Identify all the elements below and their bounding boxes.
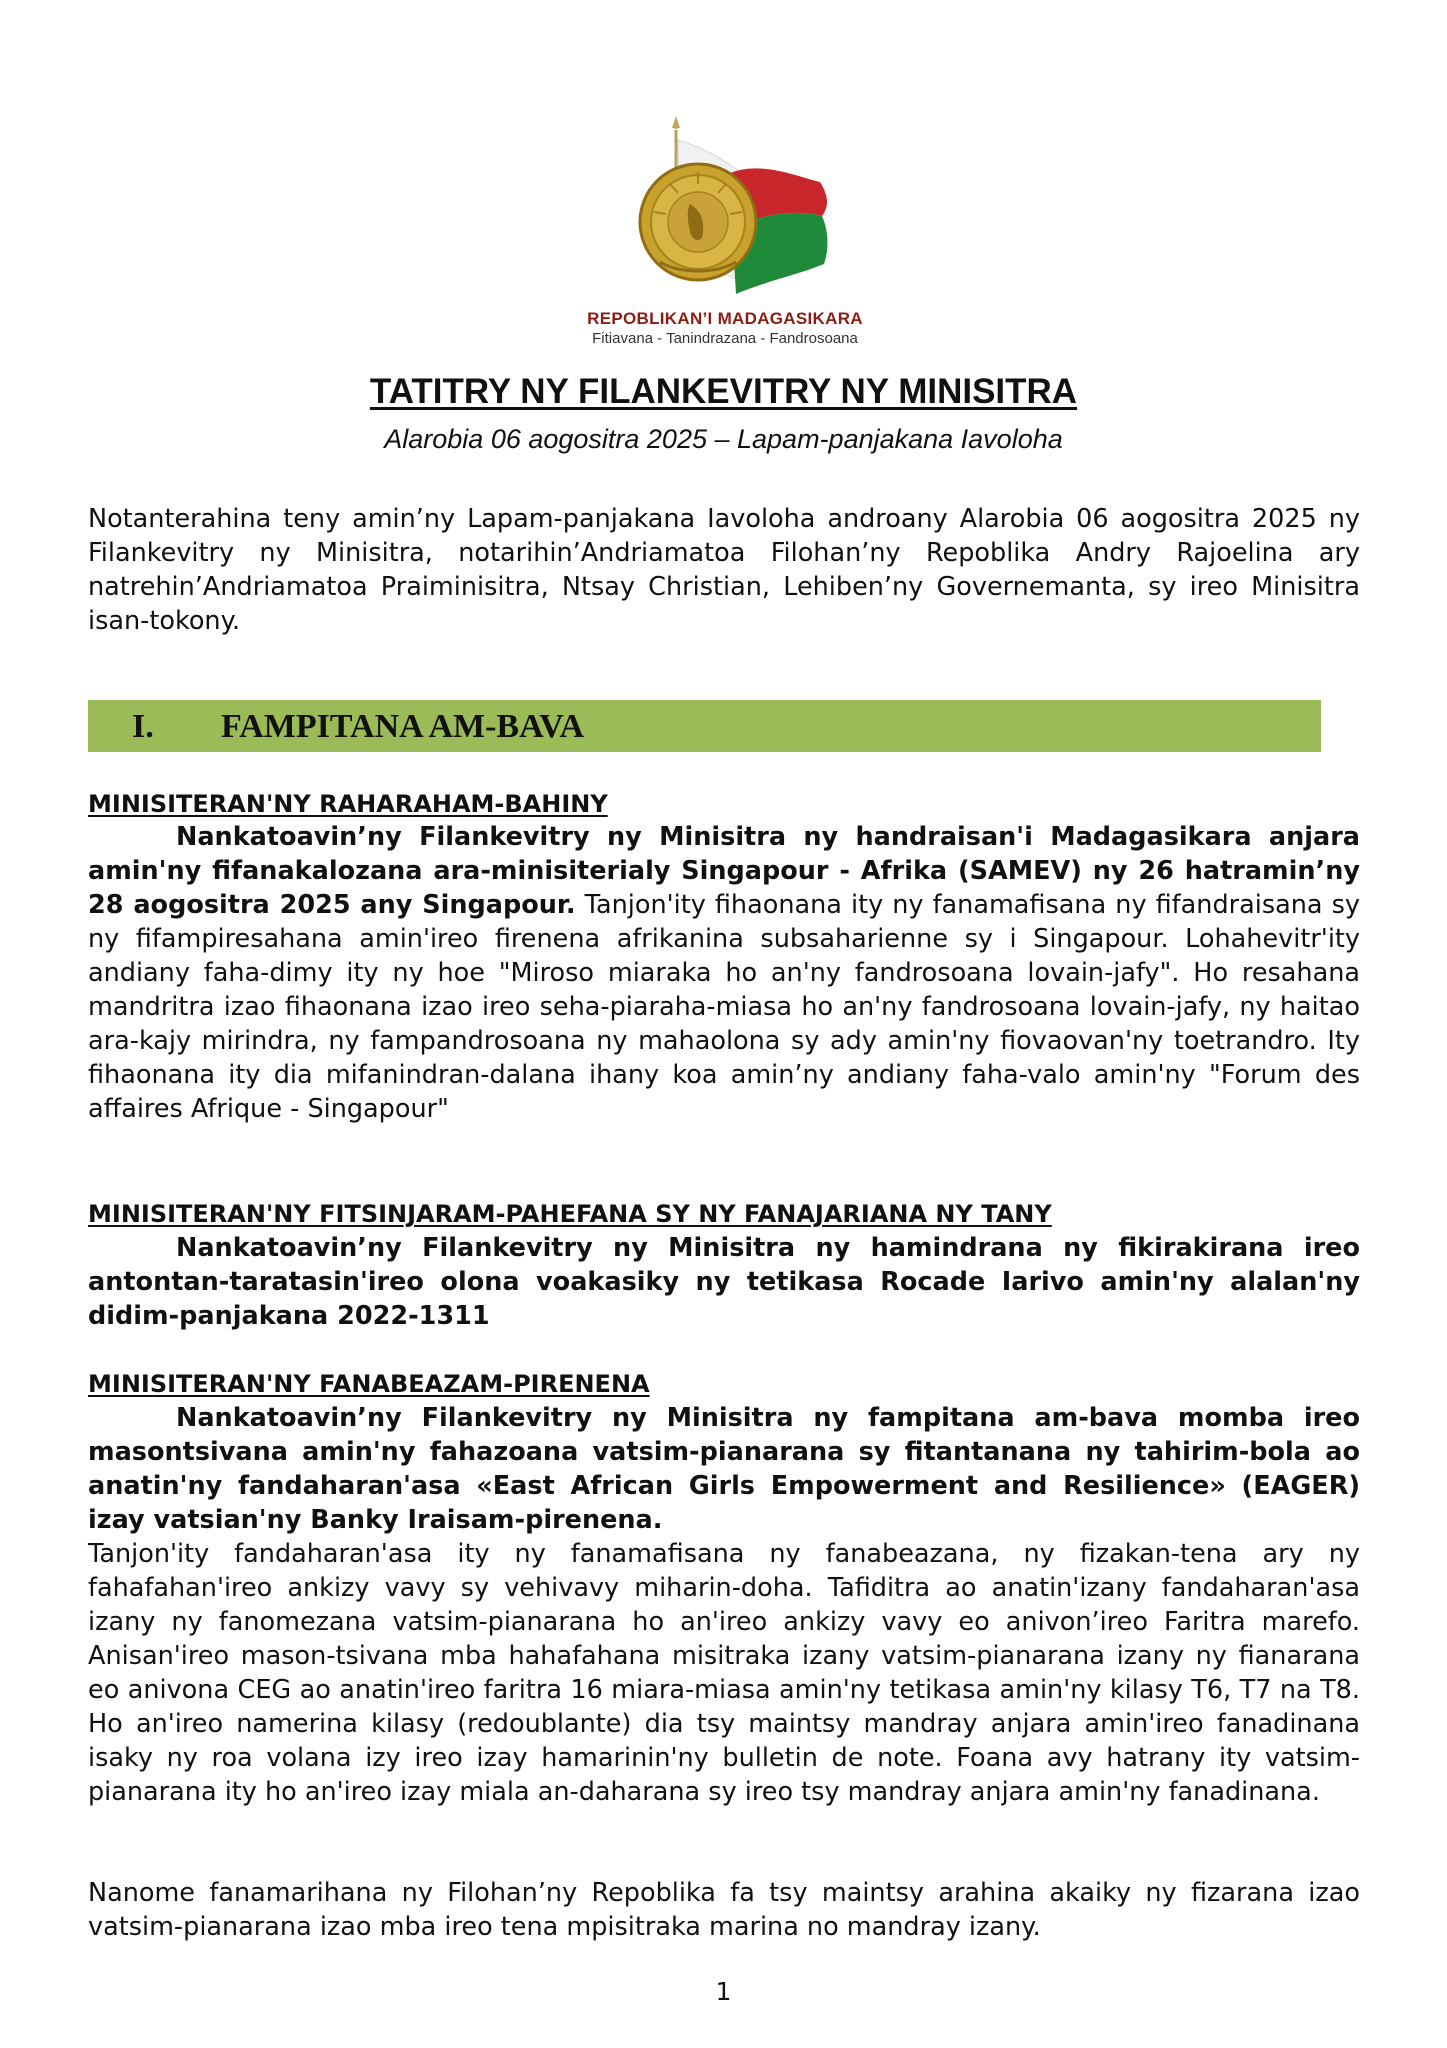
ministry-title: MINISITERAN'NY FITSINJARAM-PAHEFANA SY NY FANAJARIANA NY TANY <box>88 1200 1052 1228</box>
section-header <box>88 700 1321 752</box>
republic-name: REPOBLIKAN’I MADAGASIKARA <box>587 309 863 328</box>
republic-motto: Fitiavana - Tanindrazana - Fandrosoana <box>592 330 858 347</box>
madagascar-seal-flag-icon <box>610 112 840 322</box>
page-subtitle: Alarobia 06 aogositra 2025 – Lapam-panjakana Iavoloha <box>384 424 1063 454</box>
body-paragraph: Tanjon'ity fandaharan'asa ity ny fanamafisana ny fanabeazana, ny fizakan-tena ary ny fahafahan'ireo ankizy vavy sy vehivavy miharin-doha. Tafiditra ao anatin'izany fandaharan'asa izany ny fanomezana vatsim-pianarana ho an'ireo ankizy vavy eo anivon’ireo Faritra marefo. Anisan'ireo mason-tsivana mba hahafahana misitraka izany vatsim-pianarana izany ny fianarana eo anivona CEG ao anatin'ireo faritra 16 miara-miasa amin'ny tetikasa amin'ny kilasy T6, T7 na T8. Ho an'ireo namerina kilasy (redoublante) dia tsy maintsy mandray anjara amin'ireo fanadinana isaky ny roa volana izy ireo izay hamarinin'ny bulletin de note. Foana avy hatrany ity vatsim-pianarana ity ho an'ireo izay miala an-daharana sy ireo tsy mandray anjara amin'ny fanadinana. <box>88 1539 1360 1807</box>
section-number: I. <box>132 708 154 745</box>
page-number: 1 <box>715 1977 732 2006</box>
ministry-title: MINISITERAN'NY RAHARAHAM-BAHINY <box>88 790 608 818</box>
intro-paragraph: Notanterahina teny amin’ny Lapam-panjakana Iavoloha androany Alarobia 06 aogositra 2025 ny Filankevitry ny Minisitra, notarihin’Andriamatoa Filohan’ny Repoblika Andry Rajoelina ary natrehin’Andriamatoa Praiminisitra, Ntsay Christian, Lehiben’ny Governemanta, sy ireo Minisitra isan-tokony. <box>88 504 1360 636</box>
section-title: FAMPITANA AM-BAVA <box>221 708 584 745</box>
decision-lead: Nankatoavin’ny Filankevitry ny Minisitra ny handraisan'i Madagasikara anjara amin'ny fifanakalozana ara-minisiterialy Singapour - Afrika (SAMEV) ny 26 hatramin’ny 28 aogositra 2025 any Singapour. <box>88 822 1360 920</box>
decision-body: Tanjon'ity fihaonana ity ny fanamafisana ny fifandraisana sy ny fifampiresahana amin'ireo firenena afrikanina subsaharienne sy i Singapour. Lohahevitr'ity andiany faha-dimy ity ny hoe "Miroso miaraka ho an'ny fandrosoana lovain-jafy". Ho resahana mandritra izao fihaonana izao ireo seha-piaraha-miasa ho an'ny fandrosoana lovain-jafy, ny haitao ara-kajy mirindra, ny fampandrosoana ny mahaolona sy ady amin'ny fiovaovan'ny toetrandro. Ity fihaonana ity dia mifanindran-dalana ihany koa amin’ny andiany faha-valo amin'ny "Forum des affaires Afrique - Singapour" <box>88 890 1360 1124</box>
page-title: TATITRY NY FILANKEVITRY NY MINISITRA <box>369 372 1078 411</box>
ministry-paragraph <box>88 1231 1360 1333</box>
ministry-paragraph <box>88 820 1360 1126</box>
ministry-paragraph <box>88 1401 1360 1537</box>
decision-lead: Nankatoavin’ny Filankevitry ny Minisitra ny hamindrana ny fikirakirana ireo antontan-taratasin'ireo olona voakasiky ny tetikasa Rocade Iarivo amin'ny alalan'ny didim-panjakana 2022-1311 <box>88 1233 1360 1331</box>
decision-lead: Nankatoavin’ny Filankevitry ny Minisitra ny fampitana am-bava momba ireo masontsivana amin'ny fahazoana vatsim-pianarana sy fitantanana ny tahirim-bola ao anatin'ny fandaharan'asa «East African Girls Empowerment and Resilience» (EAGER) izay vatsian'ny Banky Iraisam-pirenena. <box>88 1403 1360 1535</box>
body-paragraph: Nanome fanamarihana ny Filohan’ny Repoblika fa tsy maintsy arahina akaiky ny fizarana izao vatsim-pianarana izao mba ireo tena mpisitraka marina no mandray izany. <box>88 1878 1360 1942</box>
ministry-title: MINISITERAN'NY FANABEAZAM-PIRENENA <box>88 1370 650 1398</box>
